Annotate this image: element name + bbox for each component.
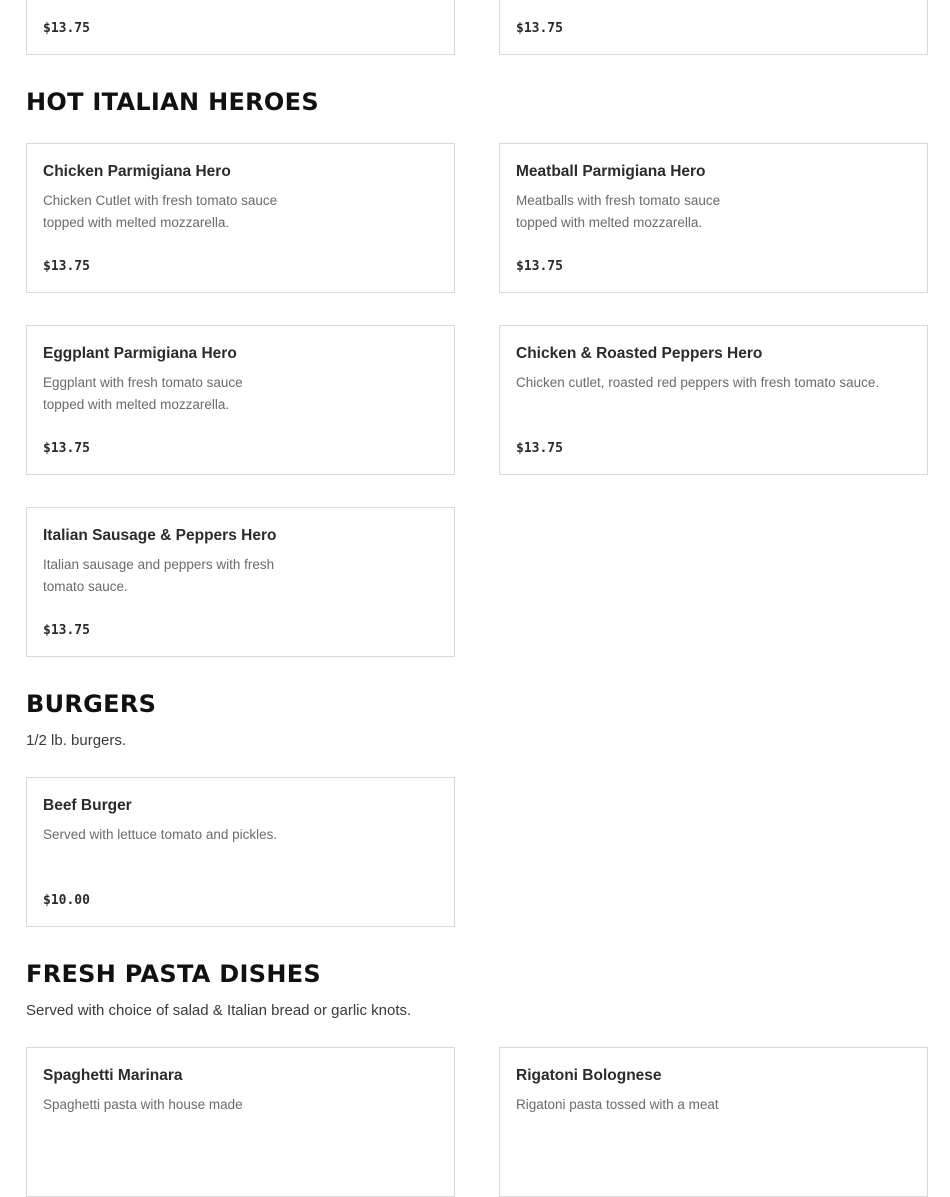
menu-item-price: $13.75 (43, 21, 90, 36)
menu-item-price: $13.75 (43, 259, 90, 274)
section-title-burgers: BURGERS (26, 690, 157, 718)
menu-item-description: Italian sausage and peppers with fresh tomato sauce. (43, 557, 275, 594)
menu-item-price: $13.75 (516, 259, 563, 274)
menu-item-name: Chicken & Roasted Peppers Hero (516, 345, 763, 362)
menu-item-description: Meatballs with fresh tomato sauce topped with melted mozzarella. (516, 193, 721, 230)
menu-item-name: Spaghetti Marinara (43, 1067, 183, 1084)
menu-item-name: Meatball Parmigiana Hero (516, 163, 706, 180)
menu-item-beef-burger[interactable] (26, 777, 455, 927)
menu-item-description: Served with lettuce tomato and pickles. (43, 827, 278, 842)
menu-item-description: Chicken Cutlet with fresh tomato sauce topped with melted mozzarella. (43, 193, 278, 230)
menu-item-name: Beef Burger (43, 797, 132, 814)
menu-item-description: Chicken cutlet, roasted red peppers with fresh tomato sauce. (516, 375, 880, 390)
menu-item-spaghetti-marinara[interactable] (26, 1047, 455, 1197)
menu-item-price: $13.75 (43, 441, 90, 456)
menu-item-price: $10.00 (43, 893, 90, 908)
menu-item-price: $13.75 (43, 623, 90, 638)
menu-item-description: Rigatoni pasta tossed with a meat (516, 1097, 719, 1112)
menu-item-name: Italian Sausage & Peppers Hero (43, 527, 277, 544)
menu-item-name: Chicken Parmigiana Hero (43, 163, 231, 180)
menu-item-chicken-roasted-peppers-hero[interactable] (499, 325, 928, 475)
section-title-fresh-pasta-dishes: FRESH PASTA DISHES (26, 960, 321, 988)
section-subtitle-fresh-pasta-dishes: Served with choice of salad & Italian bread or garlic knots. (26, 1002, 412, 1019)
menu-item-name: Rigatoni Bolognese (516, 1067, 662, 1084)
menu-item-chicken-parmigiana-hero[interactable] (26, 143, 455, 293)
menu-item-description: Eggplant with fresh tomato sauce topped with melted mozzarella. (43, 375, 243, 412)
menu-item-eggplant-parmigiana-hero[interactable] (26, 325, 455, 475)
menu-item-price: $13.75 (516, 441, 563, 456)
menu-item-price: $13.75 (516, 21, 563, 36)
menu-item-rigatoni-bolognese[interactable] (499, 1047, 928, 1197)
menu-item-meatball-parmigiana-hero[interactable] (499, 143, 928, 293)
section-title-hot-italian-heroes: HOT ITALIAN HEROES (26, 88, 319, 116)
section-subtitle-burgers: 1/2 lb. burgers. (26, 732, 127, 749)
menu-item-description: Spaghetti pasta with house made (43, 1097, 243, 1112)
menu-item-card[interactable] (26, 0, 455, 55)
menu-item-card[interactable] (499, 0, 928, 55)
menu-item-name: Eggplant Parmigiana Hero (43, 345, 237, 362)
menu-item-italian-sausage-peppers-hero[interactable] (26, 507, 455, 657)
